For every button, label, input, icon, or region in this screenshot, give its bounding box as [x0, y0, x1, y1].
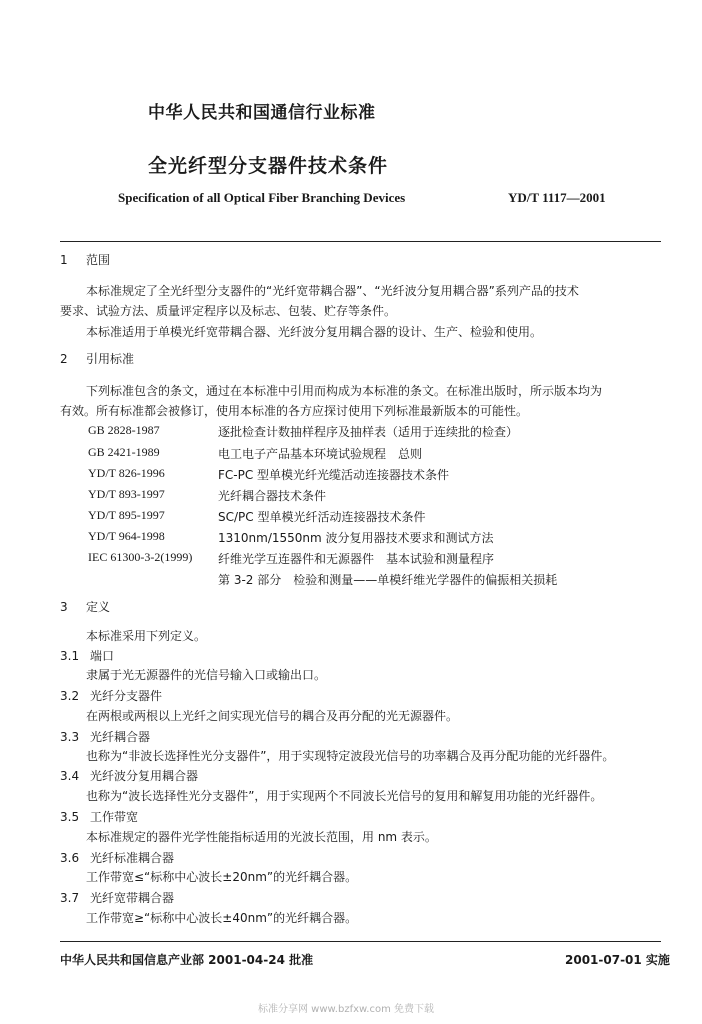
definition-heading — [60, 687, 162, 704]
section-1-paragraph-1-line-1: 本标准规定了全光纤型分支器件的“光纤宽带耦合器”、“光纤波分复用耦合器”系列产品的技术 — [86, 284, 579, 298]
reference-title: 纤维光学互连器件和无源器件 基本试验和测量程序 — [218, 552, 495, 566]
definition-number: 3.6 — [60, 851, 80, 865]
english-title: Specification of all Optical Fiber Branching Devices — [118, 190, 406, 205]
section-title: 引用标准 — [86, 352, 135, 366]
watermark: 标准分享网 www.bzfxw.com 免费下载 — [258, 1004, 434, 1015]
definition-text: 也称为“非波长选择性光分支器件”，用于实现特定波段光信号的功率耦合及再分配功能的光纤器件。 — [86, 749, 615, 763]
definition-term: 光纤宽带耦合器 — [90, 891, 175, 905]
industry-standard-header: 中华人民共和国通信行业标准 — [148, 103, 376, 123]
section-title: 定义 — [86, 600, 111, 614]
definition-term: 端口 — [90, 649, 115, 663]
implementation-date: 2001-07-01 实施 — [565, 953, 670, 967]
definition-heading — [60, 849, 174, 866]
section-3-heading — [60, 598, 110, 615]
footer-divider — [60, 941, 661, 942]
section-number: 3 — [60, 600, 68, 614]
definition-text: 工作带宽≤“标称中心波长±20nm”的光纤耦合器。 — [86, 870, 358, 884]
definition-term: 光纤波分复用耦合器 — [90, 769, 199, 783]
definition-number: 3.4 — [60, 769, 80, 783]
section-1-paragraph-2: 本标准适用于单模光纤宽带耦合器、光纤波分复用耦合器的设计、生产、检验和使用。 — [86, 325, 543, 339]
reference-code: GB 2421-1989 — [88, 445, 160, 459]
definition-heading — [60, 889, 174, 906]
section-2-paragraph-line-2: 有效。所有标准都会被修订，使用本标准的各方应探讨使用下列标准最新版本的可能性。 — [60, 404, 529, 418]
reference-title-continuation: 第 3-2 部分 检验和测量——单模纤维光学器件的偏振相关损耗 — [218, 573, 558, 587]
definition-text: 本标准规定的器件光学性能指标适用的光波长范围，用 nm 表示。 — [86, 830, 437, 844]
reference-code: YD/T 964-1998 — [88, 529, 165, 543]
document-title: 全光纤型分支器件技术条件 — [148, 155, 389, 177]
definition-heading — [60, 728, 150, 745]
reference-code: YD/T 895-1997 — [88, 508, 165, 522]
section-2-paragraph-line-1: 下列标准包含的条文，通过在本标准中引用而构成为本标准的条文。在标准出版时，所示版本均为 — [86, 384, 603, 398]
definition-text: 工作带宽≥“标称中心波长±40nm”的光纤耦合器。 — [86, 911, 358, 925]
reference-title: 电工电子产品基本环境试验规程 总则 — [218, 447, 423, 461]
definition-heading — [60, 767, 198, 784]
reference-code: IEC 61300-3-2(1999) — [88, 550, 193, 564]
section-title: 范围 — [86, 253, 111, 267]
reference-title: 光纤耦合器技术条件 — [218, 489, 327, 503]
reference-title: FC-PC 型单模光纤光缆活动连接器技术条件 — [218, 468, 450, 482]
definition-term: 光纤耦合器 — [90, 730, 151, 744]
definition-heading — [60, 647, 114, 664]
approval-line: 中华人民共和国信息产业部 2001-04-24 批准 — [60, 953, 314, 967]
definition-term: 光纤分支器件 — [90, 689, 163, 703]
reference-code: GB 2828-1987 — [88, 423, 160, 437]
definition-term: 光纤标准耦合器 — [90, 851, 175, 865]
definition-heading — [60, 808, 138, 825]
reference-code: YD/T 826-1996 — [88, 466, 165, 480]
section-number: 2 — [60, 352, 68, 366]
standard-number: YD/T 1117—2001 — [508, 190, 606, 205]
definition-text: 也称为“波长选择性光分支器件”，用于实现两个不同波长光信号的复用和解复用功能的光纤器件。 — [86, 789, 603, 803]
definition-number: 3.2 — [60, 689, 80, 703]
header-divider — [60, 241, 661, 242]
reference-title: 逐批检查计数抽样程序及抽样表（适用于连续批的检查） — [218, 425, 519, 439]
definition-text: 隶属于光无源器件的光信号输入口或输出口。 — [86, 668, 327, 682]
section-1-heading — [60, 251, 110, 268]
definition-term: 工作带宽 — [90, 810, 139, 824]
reference-title: 1310nm/1550nm 波分复用器技术要求和测试方法 — [218, 531, 494, 545]
section-number: 1 — [60, 253, 68, 267]
definition-number: 3.3 — [60, 730, 80, 744]
definition-number: 3.1 — [60, 649, 80, 663]
definition-text: 在两根或两根以上光纤之间实现光信号的耦合及再分配的光无源器件。 — [86, 709, 459, 723]
section-1-paragraph-1-line-2: 要求、试验方法、质量评定程序以及标志、包装、贮存等条件。 — [60, 304, 397, 318]
section-2-heading — [60, 350, 134, 367]
definition-number: 3.7 — [60, 891, 80, 905]
definition-number: 3.5 — [60, 810, 80, 824]
reference-code: YD/T 893-1997 — [88, 487, 165, 501]
section-3-intro: 本标准采用下列定义。 — [86, 629, 207, 643]
reference-title: SC/PC 型单模光纤活动连接器技术条件 — [218, 510, 426, 524]
